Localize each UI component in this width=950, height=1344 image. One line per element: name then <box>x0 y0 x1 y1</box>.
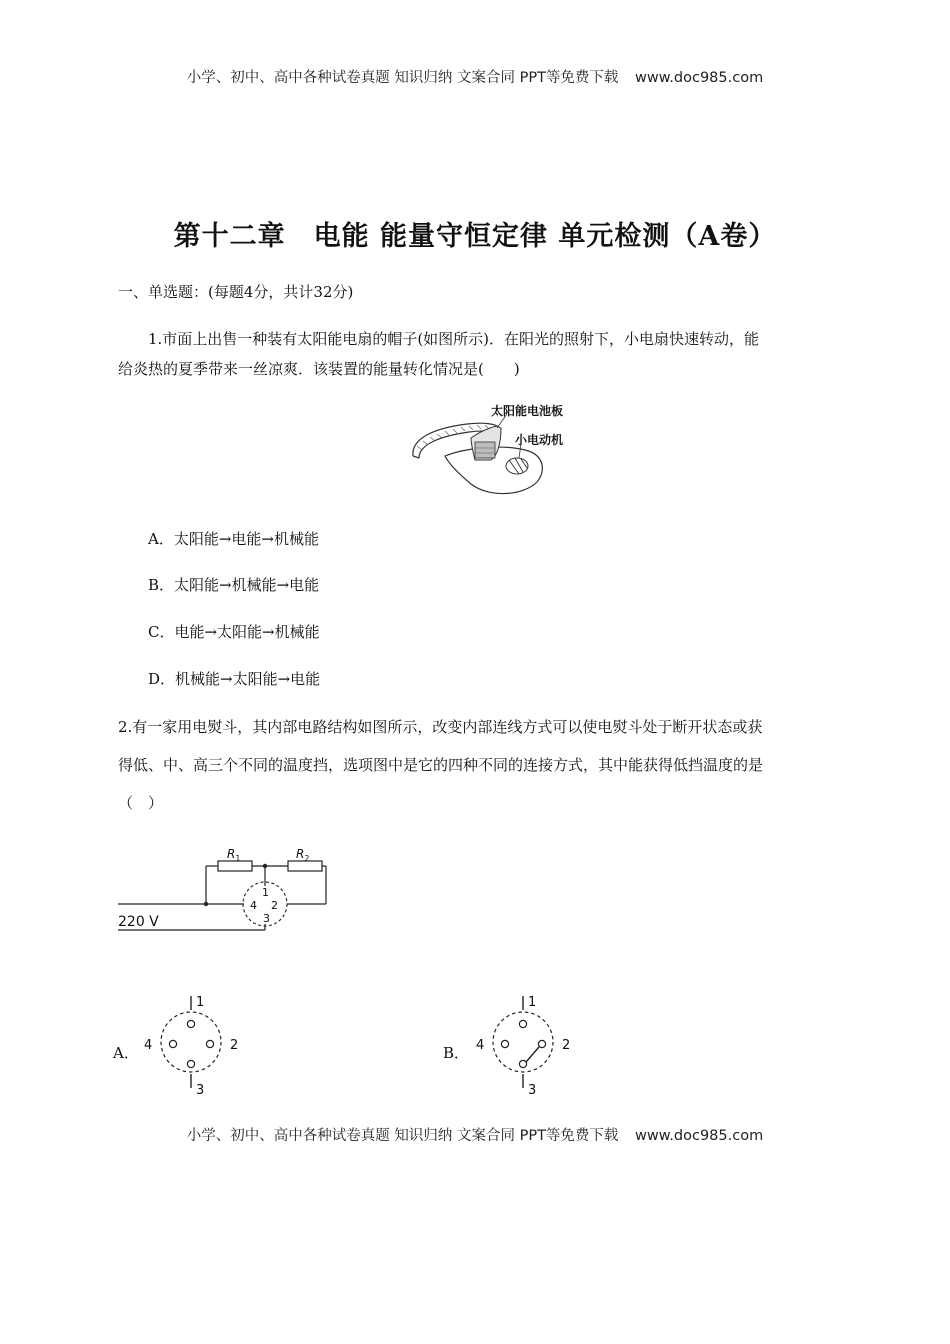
optA-terminal-1: 1 <box>196 995 205 1010</box>
q1-option-b[interactable]: B．太阳能→机械能→电能 <box>148 576 320 594</box>
q2-option-a-label[interactable]: A． <box>113 1044 139 1062</box>
q1-option-d[interactable]: D．机械能→太阳能→电能 <box>148 670 321 688</box>
q2-line2: 得低、中、高三个不同的温度挡，选项图中是它的四种不同的连接方式，其中能获得低挡温度的是 <box>118 756 764 774</box>
q1-line2: 给炎热的夏季带来一丝凉爽．该装置的能量转化情况是( ) <box>118 360 520 378</box>
terminal-3: 3 <box>263 912 270 925</box>
q2-option-a-diagram[interactable] <box>140 990 250 1100</box>
optB-terminal-4: 4 <box>476 1038 485 1053</box>
footer-text: 小学、初中、高中各种试卷真题 知识归纳 文案合同 PPT等免费下载 <box>186 1128 619 1144</box>
q1-option-c[interactable]: C．电能→太阳能→机械能 <box>148 623 320 641</box>
terminal-2: 2 <box>271 899 278 912</box>
q1-option-a[interactable]: A．太阳能→电能→机械能 <box>148 530 319 548</box>
solar-hat-figure <box>405 398 580 500</box>
q2-option-b-diagram[interactable] <box>472 990 582 1100</box>
footer-url[interactable]: www.doc985.com <box>635 1128 764 1144</box>
q2-line1: 2.有一家用电熨斗，其内部电路结构如图所示，改变内部连线方式可以使电熨斗处于断开状态或获 <box>118 718 763 736</box>
page-title: 第十二章 电能 能量守恒定律 单元检测（A卷） <box>173 221 777 252</box>
q2-line3: （ ） <box>118 794 164 812</box>
r2-label: $R_2$ <box>296 847 310 863</box>
r1-label: $R_1$ <box>227 847 241 863</box>
label-solar-panel: 太阳能电池板 <box>491 404 564 418</box>
optA-terminal-2: 2 <box>230 1038 239 1053</box>
page-header <box>0 66 950 87</box>
q1-line1: 1.市面上出售一种装有太阳能电扇的帽子(如图所示)．在阳光的照射下，小电扇快速转动，能 <box>148 330 760 348</box>
optB-terminal-3: 3 <box>528 1083 537 1098</box>
header-url[interactable]: www.doc985.com <box>635 70 764 86</box>
optB-terminal-2: 2 <box>562 1038 571 1053</box>
header-text: 小学、初中、高中各种试卷真题 知识归纳 文案合同 PPT等免费下载 <box>186 70 619 86</box>
voltage-label: 220 V <box>118 914 159 930</box>
terminal-4: 4 <box>250 899 257 912</box>
optB-terminal-1: 1 <box>528 995 537 1010</box>
section-heading: 一、单选题：(每题4分，共计32分) <box>118 283 354 301</box>
page-footer <box>0 1124 950 1145</box>
optA-terminal-4: 4 <box>144 1038 153 1053</box>
terminal-1: 1 <box>262 886 269 899</box>
label-small-motor: 小电动机 <box>515 433 564 447</box>
circuit-diagram <box>110 840 340 940</box>
q2-option-b-label[interactable]: B． <box>443 1044 470 1062</box>
optA-terminal-3: 3 <box>196 1083 205 1098</box>
